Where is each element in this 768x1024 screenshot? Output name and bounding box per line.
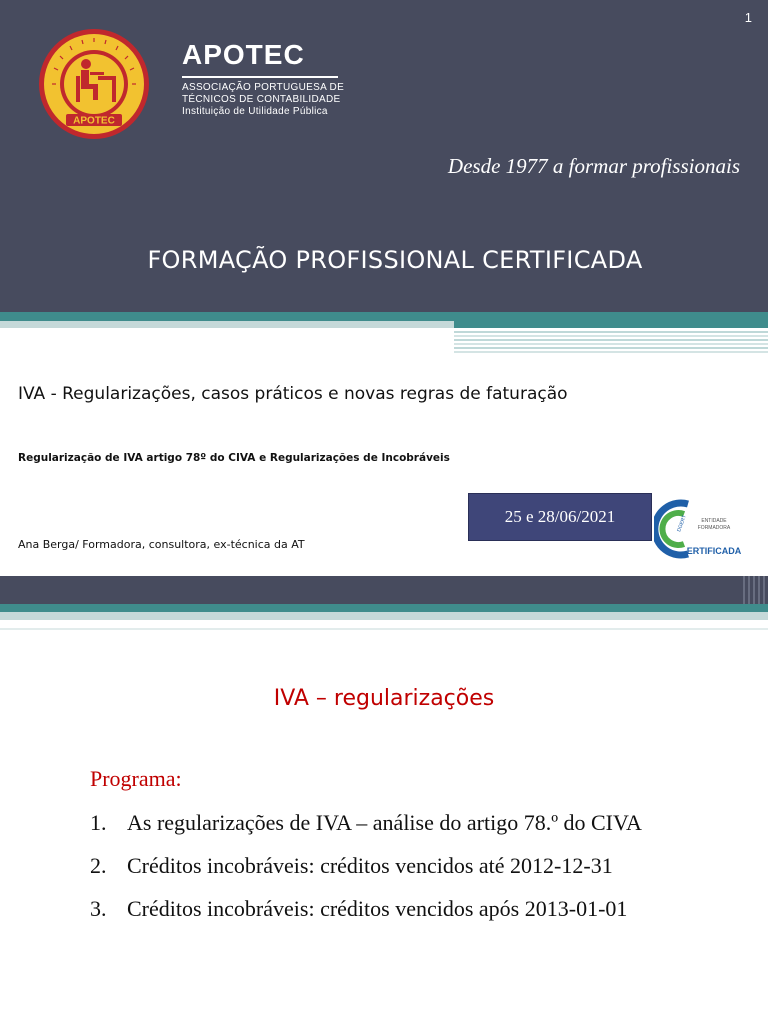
apotec-brand [182, 40, 344, 118]
pale-stripe-2 [0, 612, 768, 620]
motto: Desde 1977 a formar profissionais [447, 154, 740, 178]
cert-line-1: ENTIDADE [701, 518, 727, 524]
program-item [90, 896, 642, 939]
date-badge: 25 e 28/06/2021 [468, 493, 652, 541]
apotec-seal-logo [38, 28, 150, 140]
dark-stripe [0, 576, 768, 604]
section-title: IVA – regularizações [273, 686, 495, 711]
association-line-3: Instituição de Utilidade Pública [182, 106, 328, 117]
decorative-lines-side [740, 576, 768, 620]
program-item [90, 810, 642, 853]
brand-name: APOTEC [182, 39, 305, 70]
brand-divider [182, 76, 338, 78]
decorative-lines-top [454, 321, 768, 355]
program-item-number: 2. [90, 853, 107, 878]
trainer-name: Ana Berga/ Formadora, consultora, ex-técnica da AT [18, 538, 305, 551]
program-list [90, 810, 642, 939]
program-item [90, 853, 642, 896]
association-line-2: TÉCNICOS DE CONTABILIDADE [182, 94, 341, 105]
program-item-number: 3. [90, 896, 107, 921]
course-title: IVA - Regularizações, casos práticos e novas regras de faturação [18, 384, 568, 404]
cert-line-2: FORMADORA [697, 525, 731, 531]
dgert-certification-logo [654, 496, 746, 560]
program-item-text: As regularizações de IVA – análise do artigo 78.º do CIVA [127, 810, 642, 835]
header-slide [0, 0, 768, 312]
association-line-1: ASSOCIAÇÃO PORTUGUESA DE [182, 82, 345, 93]
teal-stripe [0, 312, 768, 321]
main-title: FORMAÇÃO PROFISSIONAL CERTIFICADA [147, 246, 643, 274]
program-label: Programa: [90, 766, 182, 791]
cert-word: ERTIFICADA [686, 546, 742, 556]
page-number: 1 [744, 10, 752, 25]
teal-stripe-2 [0, 604, 768, 612]
program-item-text: Créditos incobráveis: créditos vencidos até 2012-12-31 [127, 853, 613, 878]
course-subtitle: Regularização de IVA artigo 78º do CIVA e Regularizações de Incobráveis [18, 452, 450, 464]
decorative-line-bottom [0, 628, 768, 634]
program-item-text: Créditos incobráveis: créditos vencidos após 2013-01-01 [127, 896, 628, 921]
seal-bottom-text: APOTEC [73, 115, 115, 127]
dgert-text: DGERT [676, 514, 688, 533]
program-item-number: 1. [90, 810, 107, 835]
